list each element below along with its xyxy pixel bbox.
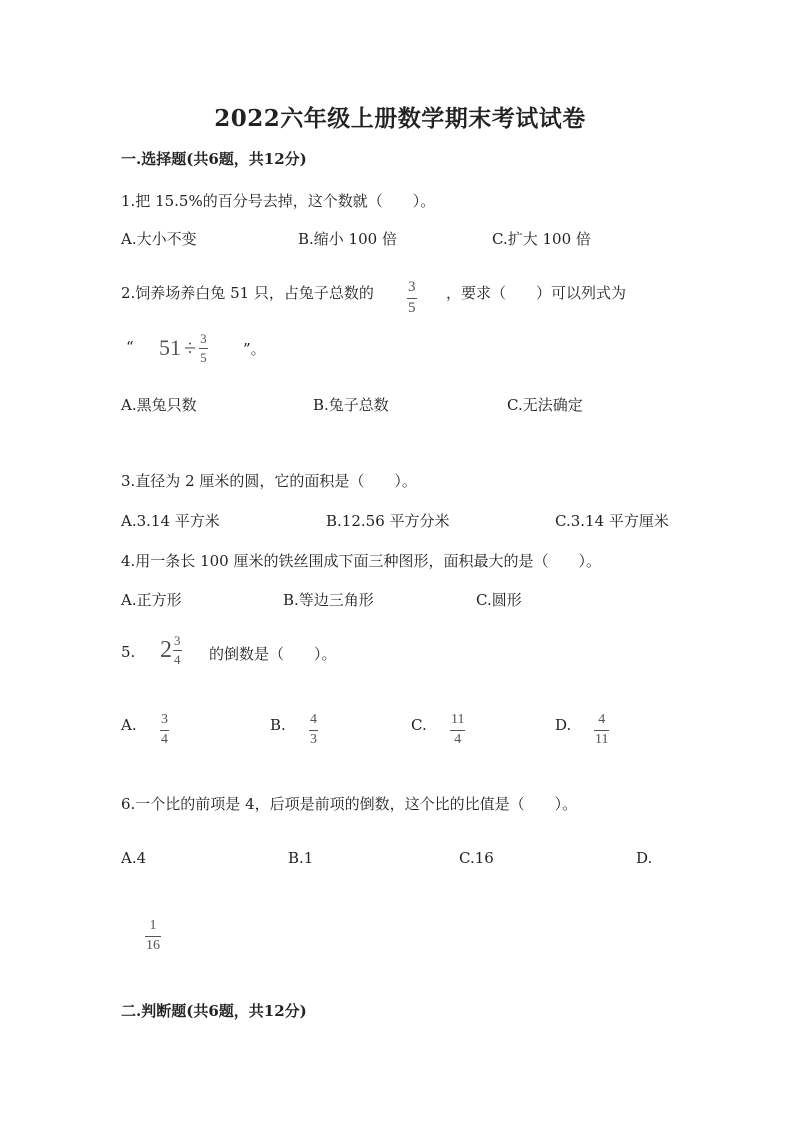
question-3-text: 3.直径为 2 厘米的圆，它的面积是（ ）。 (121, 472, 417, 490)
q5-option-c-denominator: 4 (454, 732, 462, 747)
q5-option-a-denominator: 4 (161, 732, 168, 747)
q4-option-b[interactable]: B.等边三角形 (283, 591, 374, 609)
q6-option-a[interactable]: A.4 (121, 849, 147, 867)
q1-option-c[interactable]: C.扩大 100 倍 (492, 230, 591, 248)
q6-option-c[interactable]: C.16 (459, 849, 494, 867)
q4-option-a[interactable]: A.正方形 (121, 591, 182, 609)
q2-expression-operator: ÷ (184, 335, 197, 360)
q2-quote-close: ”。 (243, 340, 266, 358)
q5-option-b-numerator: 4 (310, 712, 317, 727)
q6-option-d-numerator: 1 (149, 918, 157, 933)
q6-option-b[interactable]: B.1 (288, 849, 314, 867)
question-2-text-a: 2.饲养场养白兔 51 只，占兔子总数的 (121, 284, 374, 302)
q2-expression-numerator: 3 (200, 331, 207, 346)
question-5-text: 的倒数是（ ）。 (209, 645, 337, 663)
q1-option-a[interactable]: A.大小不变 (121, 230, 197, 248)
q5-option-b-denominator: 3 (310, 732, 317, 747)
question-1-text: 1.把 15.5%的百分号去掉，这个数就（ ）。 (121, 192, 436, 210)
q5-option-d-label[interactable]: D. (555, 716, 572, 734)
q5-option-b-label[interactable]: B. (270, 716, 286, 734)
section-heading-choice: 一.选择题(共6题，共12分) (121, 150, 307, 168)
q6-option-d-fraction[interactable] (145, 914, 161, 953)
q2-option-a[interactable]: A.黑兔只数 (121, 396, 197, 414)
q2-expression (159, 332, 208, 364)
q5-mixed-whole: 2 (160, 636, 172, 663)
q5-mixed-denominator: 4 (174, 652, 181, 667)
question-2-text-b: ，要求（ ）可以列式为 (446, 284, 627, 302)
q2-expression-integer: 51 (159, 335, 181, 360)
q5-option-c-label[interactable]: C. (411, 716, 427, 734)
q5-mixed-number (160, 634, 182, 666)
q6-option-d-label[interactable]: D. (636, 849, 653, 867)
page-title: 2022六年级上册数学期末考试试卷 (214, 105, 586, 132)
q5-option-d-numerator: 4 (598, 712, 606, 727)
q6-option-d-denominator: 16 (146, 938, 160, 953)
q4-option-c[interactable]: C.圆形 (476, 591, 522, 609)
q3-option-c[interactable]: C.3.14 平方厘米 (555, 512, 669, 530)
question-6-text: 6.一个比的前项是 4，后项是前项的倒数，这个比的比值是（ ）。 (121, 795, 578, 813)
q5-option-d-fraction[interactable] (594, 708, 609, 747)
q5-option-a-numerator: 3 (161, 712, 168, 727)
section-heading-judgment: 二.判断题(共6题，共12分) (121, 1002, 307, 1020)
q3-option-a[interactable]: A.3.14 平方米 (121, 512, 220, 530)
q5-option-d-denominator: 11 (595, 732, 609, 747)
question-5-number: 5. (121, 643, 136, 661)
q2-fraction-denominator: 5 (408, 300, 416, 316)
q2-expression-denominator: 5 (200, 350, 207, 365)
q2-fraction-numerator: 3 (408, 279, 416, 295)
q5-option-c-numerator: 11 (451, 712, 465, 727)
q2-option-c[interactable]: C.无法确定 (507, 396, 583, 414)
q2-quote-open: “ (126, 338, 134, 356)
question-4-text: 4.用一条长 100 厘米的铁丝围成下面三种图形，面积最大的是（ ）。 (121, 552, 601, 570)
q2-option-b[interactable]: B.兔子总数 (313, 396, 389, 414)
q3-option-b[interactable]: B.12.56 平方分米 (326, 512, 450, 530)
q5-option-a-fraction[interactable] (160, 708, 169, 747)
q2-fraction (407, 276, 417, 316)
q5-option-b-fraction[interactable] (309, 708, 318, 747)
q5-option-c-fraction[interactable] (450, 708, 465, 747)
q5-option-a-label[interactable]: A. (121, 716, 137, 734)
q5-mixed-numerator: 3 (174, 633, 181, 648)
q1-option-b[interactable]: B.缩小 100 倍 (298, 230, 397, 248)
